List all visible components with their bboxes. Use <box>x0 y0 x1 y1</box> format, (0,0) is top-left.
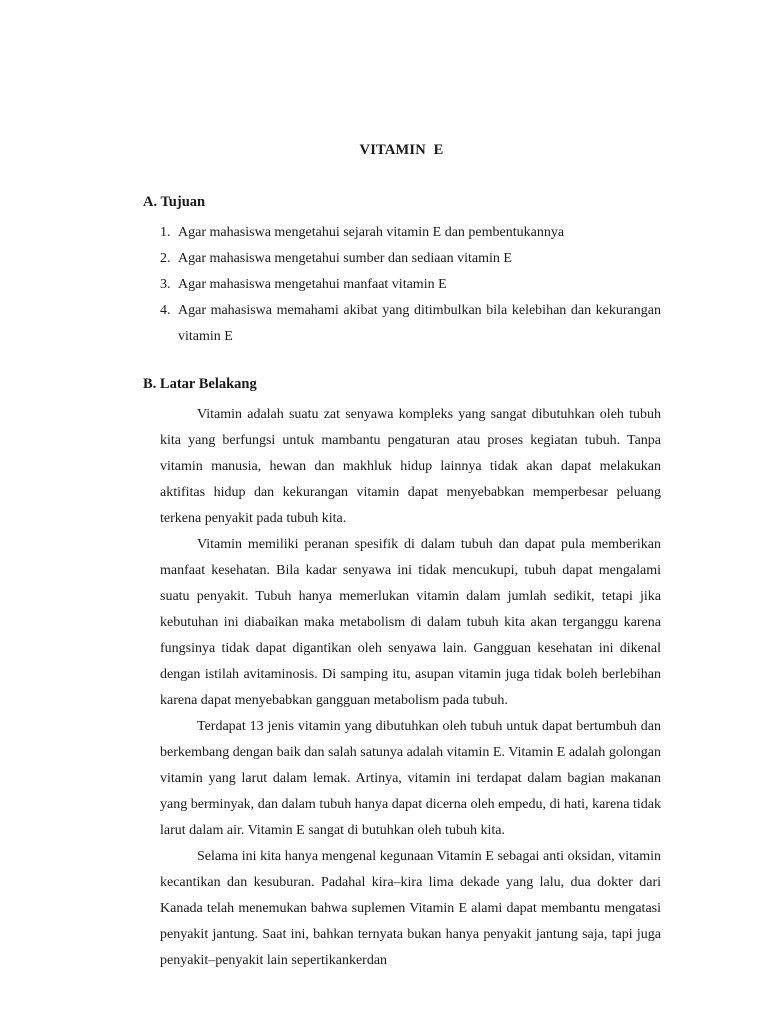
paragraph: Vitamin adalah suatu zat senyawa kompleks yang sangat dibutuhkan oleh tubuh kita yang berfungsi untuk mambantu pengaturan atau proses kegiatan tubuh. Tanpa vitamin manusia, hewan dan makhluk hidup lainnya tidak akan dapat melakukan aktifitas hidup dan kekurangan vitamin dapat menyebabkan memperbesar peluang terkena penyakit pada tubuh kita. <box>160 407 661 526</box>
paragraph: Terdapat 13 jenis vitamin yang dibutuhkan oleh tubuh untuk dapat bertumbuh dan berkembang dengan baik dan salah satunya adalah vitamin E. Vitamin E adalah golongan vitamin yang larut dalam lemak. Artinya, vitamin ini terdapat dalam bagian makanan yang berminyak, dan dalam tubuh hanya dapat dicerna oleh empedu, di hati, karena tidak larut dalam air. Vitamin E sangat di butuhkan oleh tubuh kita. <box>160 719 661 838</box>
goals-list <box>160 220 661 350</box>
list-item <box>160 246 661 272</box>
list-item-number: 2. <box>160 251 171 266</box>
list-item <box>160 220 661 246</box>
list-item-number: 1. <box>160 225 171 240</box>
document-title: VITAMIN E <box>359 142 444 158</box>
list-item <box>160 272 661 298</box>
list-item-text: Agar mahasiswa memahami akibat yang ditimbulkan bila kelebihan dan kekurangan vitamin E <box>178 303 661 344</box>
paragraph: Vitamin memiliki peranan spesifik di dalam tubuh dan dapat pula memberikan manfaat kesehatan. Bila kadar senyawa ini tidak mencukupi, tubuh dapat mengalami suatu penyakit. Tubuh hanya memerlukan vitamin dalam jumlah sedikit, tetapi jika kebutuhan ini diabaikan maka metabolism di dalam tubuh kita akan terganggu karena fungsinya tidak dapat digantikan oleh senyawa lain. Gangguan kesehatan ini dikenal dengan istilah avitaminosis. Di samping itu, asupan vitamin juga tidak boleh berlebihan karena dapat menyebabkan gangguan metabolism pada tubuh. <box>160 537 661 708</box>
list-item-number: 3. <box>160 277 171 292</box>
list-item-text: Agar mahasiswa mengetahui manfaat vitamin E <box>178 277 447 292</box>
section-b-body <box>160 402 661 974</box>
section-b-heading: B. Latar Belakang <box>143 376 257 392</box>
list-item-text: Agar mahasiswa mengetahui sejarah vitamin E dan pembentukannya <box>178 225 565 240</box>
list-item-number: 4. <box>160 303 171 318</box>
list-item <box>160 298 661 350</box>
section-a-heading: A. Tujuan <box>143 194 206 210</box>
paragraph: Selama ini kita hanya mengenal kegunaan Vitamin E sebagai anti oksidan, vitamin kecantikan dan kesuburan. Padahal kira–kira lima dekade yang lalu, dua dokter dari Kanada telah menemukan bahwa suplemen Vitamin E alami dapat membantu mengatasi penyakit jantung. Saat ini, bahkan ternyata bukan hanya penyakit jantung saja, tapi juga penyakit–penyakit lain sepertikankerdan <box>160 849 661 968</box>
list-item-text: Agar mahasiswa mengetahui sumber dan sediaan vitamin E <box>178 251 512 266</box>
